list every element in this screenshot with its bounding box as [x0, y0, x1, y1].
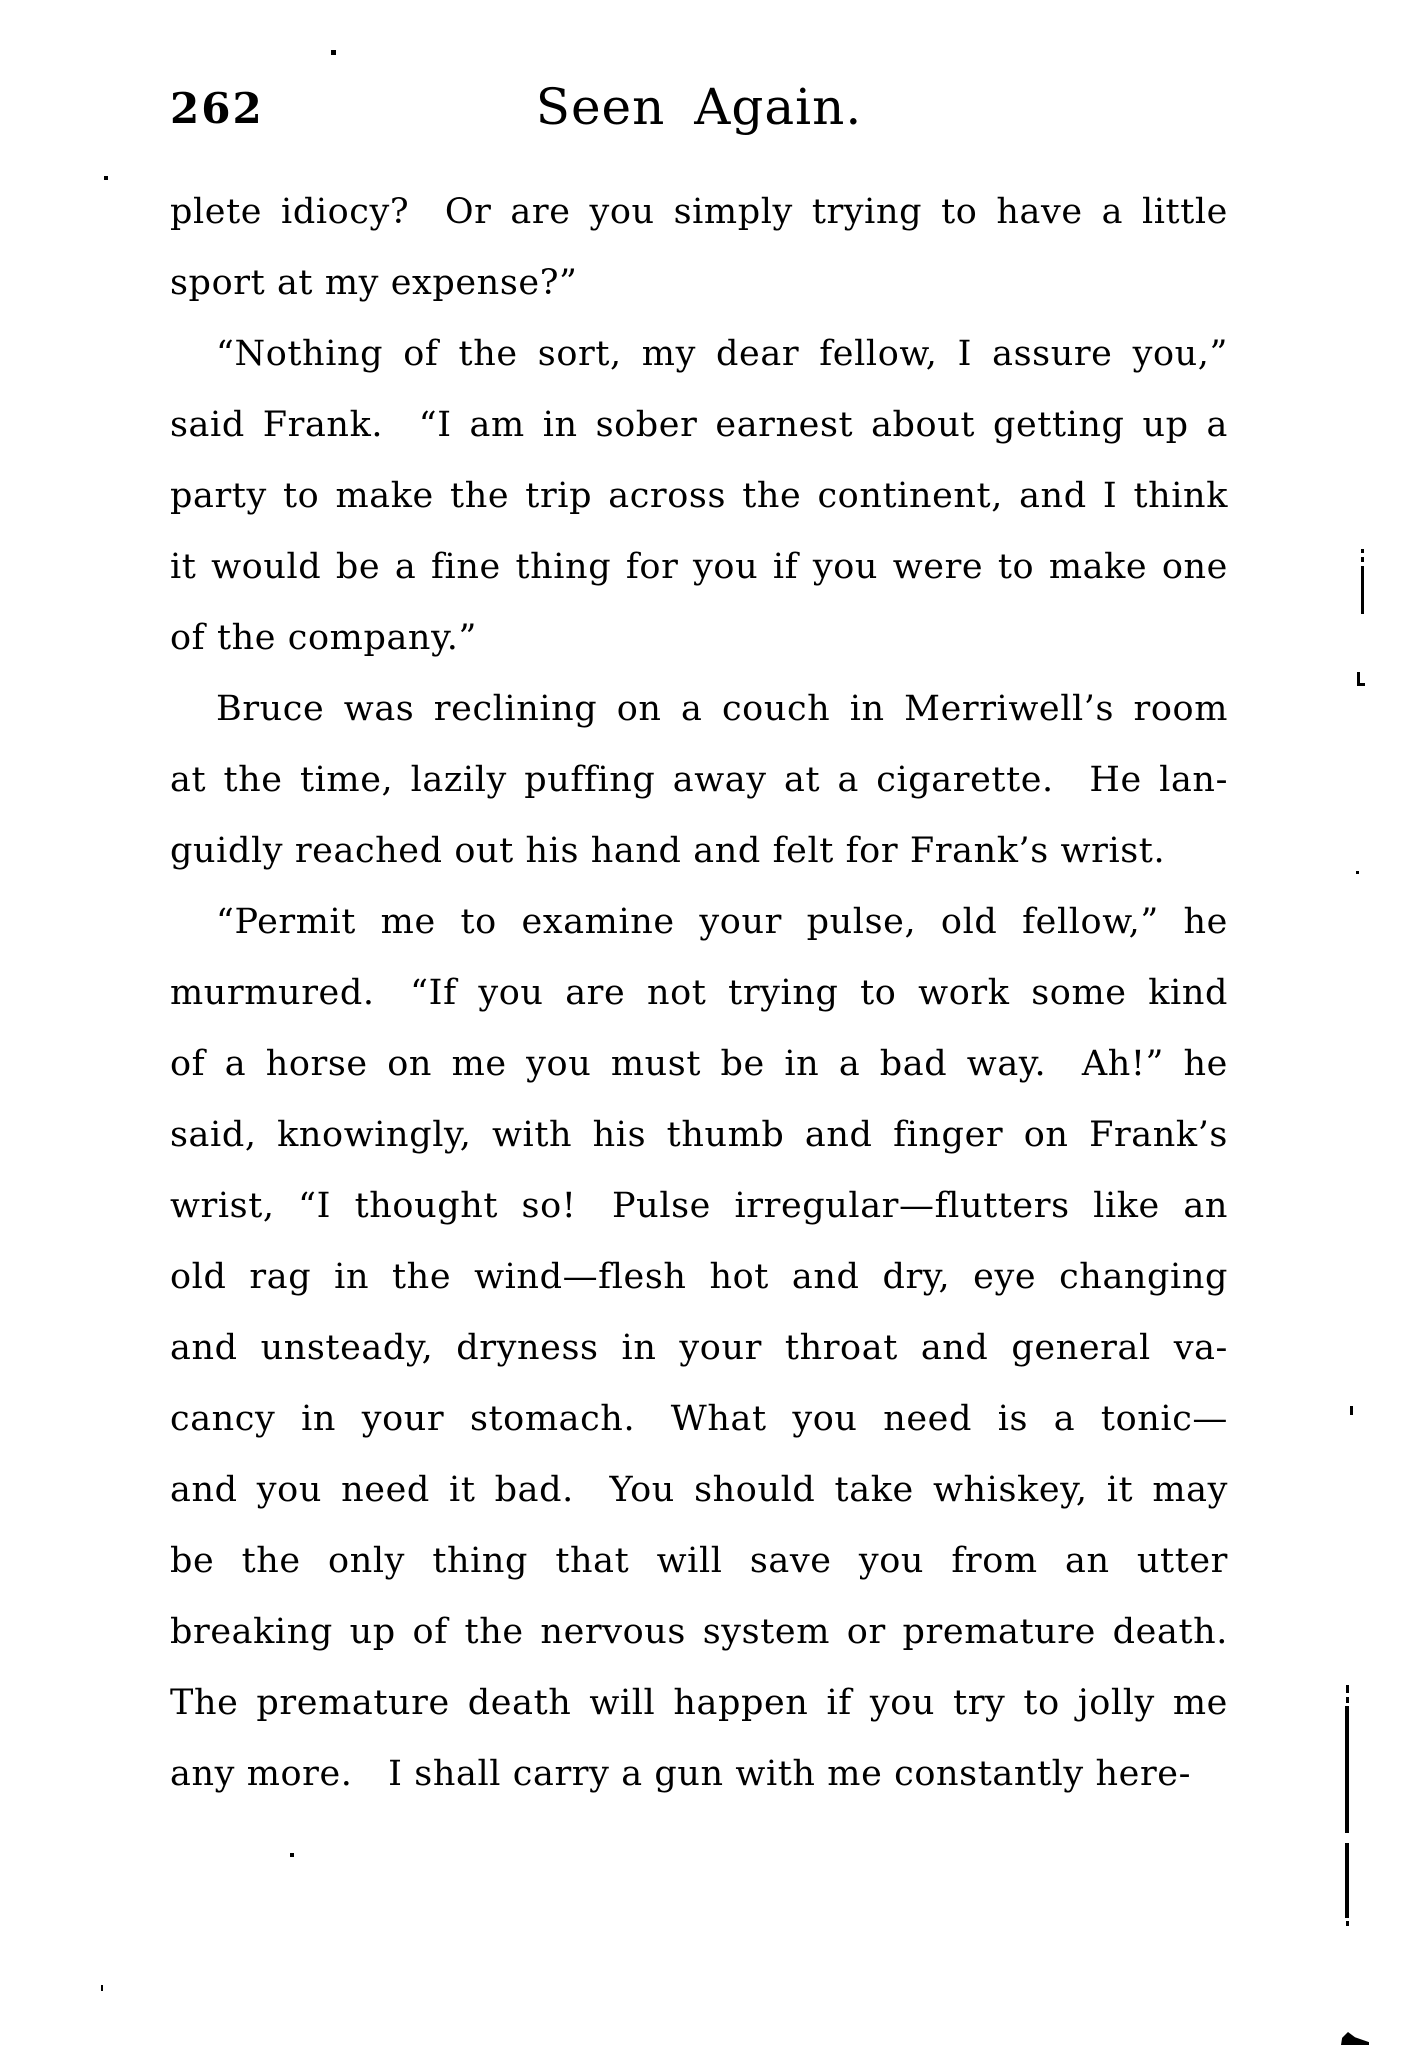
margin-mark-dash — [1346, 1685, 1349, 1693]
margin-mark-dot — [1356, 871, 1359, 874]
margin-mark-dot — [1346, 1921, 1349, 1926]
text-line: old rag in the wind—flesh hot and dry, eye changing — [170, 1257, 1228, 1297]
text-line: said, knowingly, with his thumb and finger on Frank’s — [170, 1115, 1228, 1155]
corner-wedge-mark — [1341, 2032, 1369, 2045]
text-line: it would be a fine thing for you if you were to make one — [170, 547, 1228, 587]
margin-mark-line — [1345, 1706, 1349, 1833]
scan-speck — [101, 1985, 103, 1991]
scan-speck — [104, 176, 108, 180]
text-line: wrist, “I thought so! Pulse irregular—flutters like an — [170, 1186, 1228, 1226]
text-line: party to make the trip across the continent, and I think — [170, 476, 1228, 516]
margin-mark-hook — [1357, 683, 1365, 686]
text-line: plete idiocy? Or are you simply trying to have a little — [170, 192, 1228, 232]
text-line: and unsteady, dryness in your throat and general va- — [170, 1328, 1228, 1368]
margin-mark-tick — [1350, 1406, 1353, 1415]
text-line: The premature death will happen if you try to jolly me — [170, 1683, 1228, 1723]
text-line: said Frank. “I am in sober earnest about getting up a — [170, 405, 1228, 445]
body-text — [170, 177, 1228, 1810]
margin-mark-line — [1361, 566, 1364, 614]
margin-mark-dot — [1361, 549, 1364, 553]
text-line: “Permit me to examine your pulse, old fellow,” he — [216, 902, 1228, 942]
text-line: of a horse on me you must be in a bad way. Ah!” he — [170, 1044, 1228, 1084]
page-header — [170, 80, 1228, 140]
text-line: be the only thing that will save you from an utter — [170, 1541, 1228, 1581]
text-line: cancy in your stomach. What you need is a tonic— — [170, 1399, 1228, 1439]
text-line: any more. I shall carry a gun with me constantly here- — [170, 1754, 1192, 1794]
margin-mark-line — [1345, 1843, 1349, 1918]
scan-speck — [331, 50, 336, 55]
running-title: Seen Again. — [535, 78, 863, 136]
text-line: murmured. “If you are not trying to work some kind — [170, 973, 1228, 1013]
text-line: at the time, lazily puffing away at a cigarette. He lan- — [170, 760, 1228, 800]
text-line: guidly reached out his hand and felt for Frank’s wrist. — [170, 831, 1166, 871]
text-line: of the company.” — [170, 618, 478, 658]
text-line: breaking up of the nervous system or premature death. — [170, 1612, 1228, 1652]
text-line: Bruce was reclining on a couch in Merriwell’s room — [216, 689, 1228, 729]
text-line: and you need it bad. You should take whiskey, it may — [170, 1470, 1228, 1510]
text-line: “Nothing of the sort, my dear fellow, I assure you,” — [216, 334, 1228, 374]
margin-mark-dot — [1361, 557, 1364, 562]
page-number: 262 — [170, 84, 264, 133]
text-line: sport at my expense?” — [170, 263, 578, 303]
scan-speck — [290, 1853, 294, 1857]
margin-mark-dash — [1346, 1697, 1349, 1703]
